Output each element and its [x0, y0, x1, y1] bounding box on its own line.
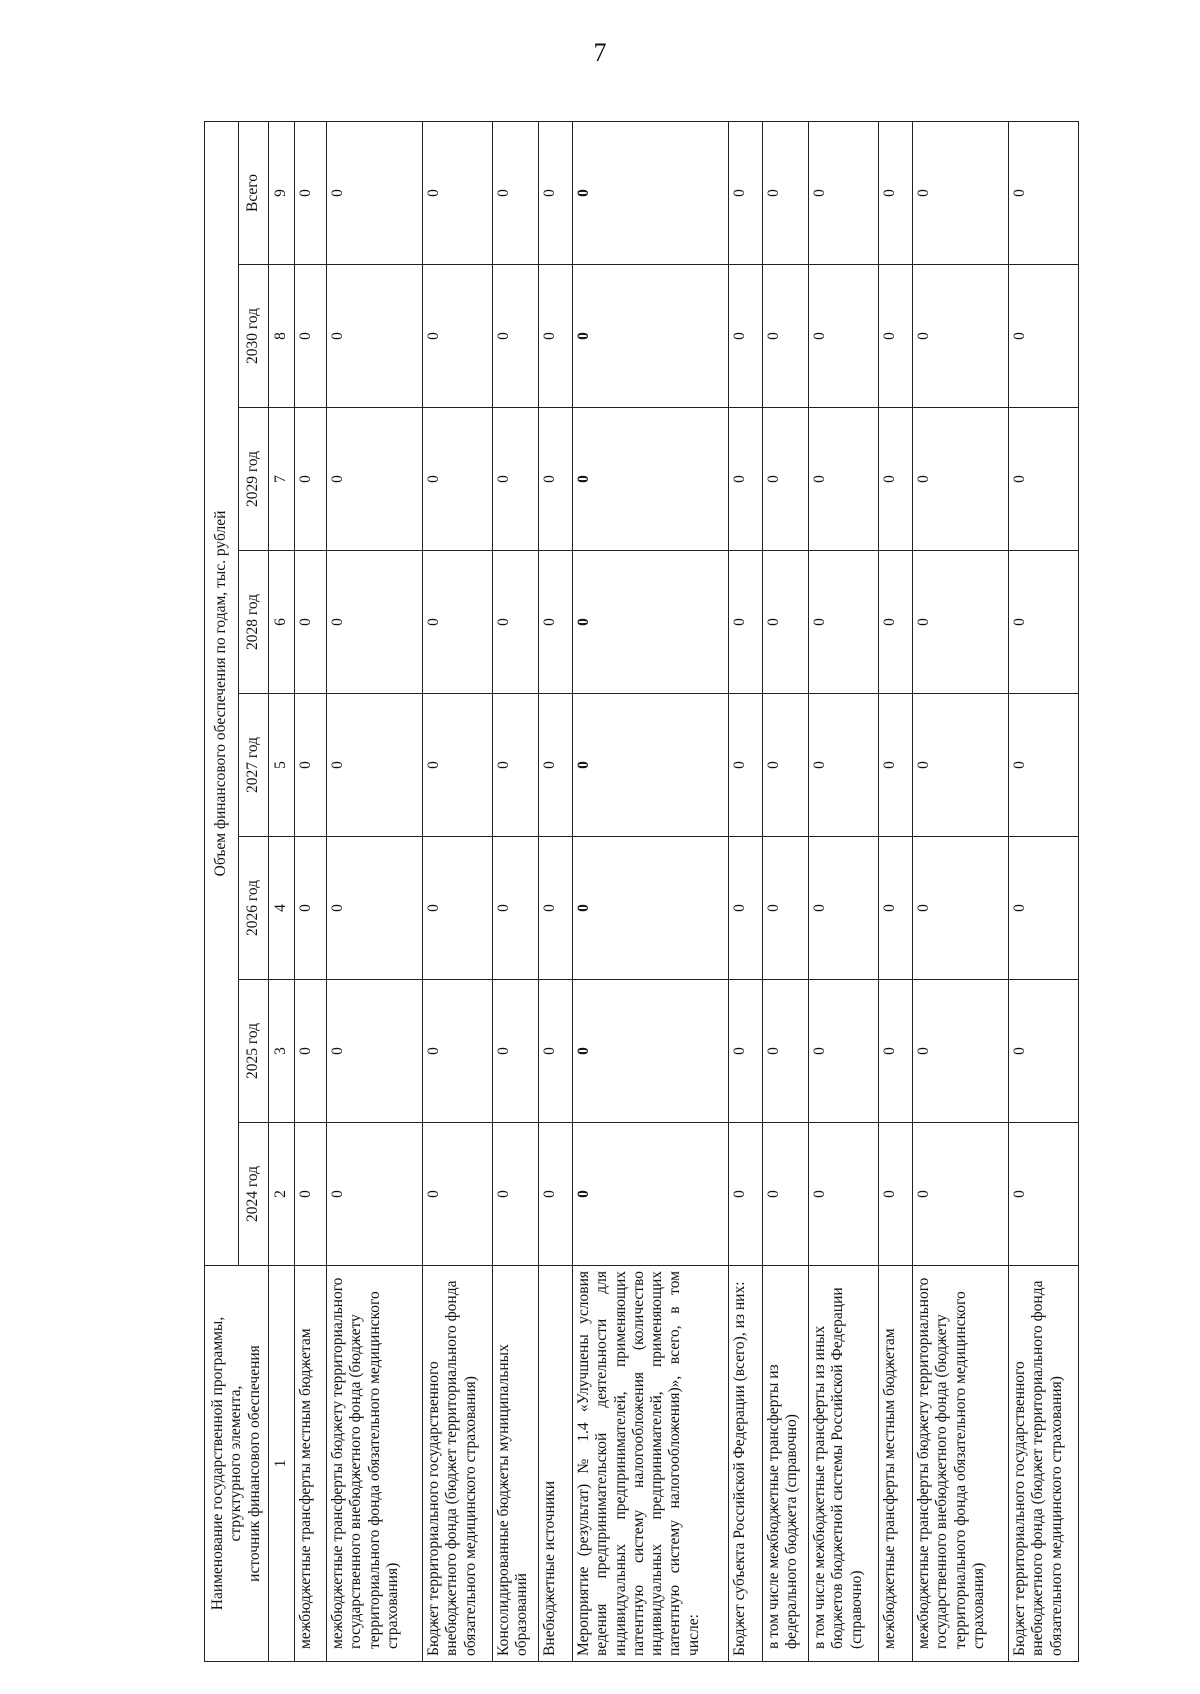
year-header: Всего	[239, 122, 269, 265]
table-row	[763, 122, 809, 1662]
row-value: 0	[913, 694, 1009, 837]
row-value: 0	[573, 408, 729, 551]
col-name-subtitle: источник финансового обеспечения	[245, 1345, 263, 1582]
row-value: 0	[573, 694, 729, 837]
row-value: 0	[1009, 551, 1079, 694]
row-label: Бюджет территориального государственного внебюджетного фонда (бюджет территориального фонда обязательного медицинского страхования)	[423, 1266, 493, 1662]
row-value: 0	[327, 980, 423, 1123]
row-value: 0	[729, 694, 763, 837]
row-value: 0	[729, 265, 763, 408]
row-value: 0	[539, 408, 573, 551]
row-value: 0	[729, 551, 763, 694]
row-value: 0	[295, 837, 327, 980]
row-label: межбюджетные трансферты бюджету территориального государственного внебюджетного фонда (бюджету территориального фонда обязательного медицинского страхования)	[913, 1266, 1009, 1662]
row-value: 0	[763, 551, 809, 694]
row-value: 0	[913, 837, 1009, 980]
table-row	[573, 122, 729, 1662]
row-value: 0	[295, 694, 327, 837]
row-value: 0	[809, 694, 879, 837]
row-value: 0	[1009, 408, 1079, 551]
row-value: 0	[1009, 837, 1079, 980]
row-value: 0	[493, 551, 539, 694]
row-value: 0	[539, 837, 573, 980]
table-row	[729, 122, 763, 1662]
year-header: 2026 год	[239, 837, 269, 980]
page-number: 7	[593, 38, 607, 67]
column-number: 6	[269, 551, 295, 694]
financing-table-rotated	[204, 122, 1072, 1662]
row-label: Консолидированные бюджеты муниципальных образований	[493, 1266, 539, 1662]
volume-header: Объем финансового обеспечения по годам, тыс. рублей	[205, 122, 239, 1266]
row-value: 0	[809, 980, 879, 1123]
row-value: 0	[573, 980, 729, 1123]
row-value: 0	[763, 408, 809, 551]
row-label: Бюджет субъекта Российской Федерации (всего), из них:	[729, 1266, 763, 1662]
row-value: 0	[423, 1123, 493, 1266]
row-value: 0	[763, 837, 809, 980]
column-numbers-row	[269, 122, 295, 1662]
row-value: 0	[493, 837, 539, 980]
row-value: 0	[913, 1123, 1009, 1266]
row-value: 0	[1009, 1123, 1079, 1266]
row-label: в том числе межбюджетные трансферты из иных бюджетов бюджетной системы Российской Федерации (справочно)	[809, 1266, 879, 1662]
row-value: 0	[763, 694, 809, 837]
column-number: 2	[269, 1123, 295, 1266]
row-value: 0	[809, 837, 879, 980]
table-row	[809, 122, 879, 1662]
row-value: 0	[1009, 265, 1079, 408]
year-header: 2024 год	[239, 1123, 269, 1266]
row-value: 0	[913, 122, 1009, 265]
row-value: 0	[879, 837, 913, 980]
row-label: межбюджетные трансферты местным бюджетам	[295, 1266, 327, 1662]
row-value: 0	[327, 265, 423, 408]
row-value: 0	[539, 1123, 573, 1266]
row-value: 0	[573, 837, 729, 980]
row-value: 0	[493, 980, 539, 1123]
row-label: в том числе межбюджетные трансферты из федерального бюджета (справочно)	[763, 1266, 809, 1662]
row-value: 0	[295, 265, 327, 408]
table-row	[295, 122, 327, 1662]
row-value: 0	[1009, 980, 1079, 1123]
row-value: 0	[327, 122, 423, 265]
year-header: 2025 год	[239, 980, 269, 1123]
year-header: 2030 год	[239, 265, 269, 408]
row-value: 0	[809, 551, 879, 694]
row-value: 0	[295, 980, 327, 1123]
row-value: 0	[729, 1123, 763, 1266]
row-value: 0	[1009, 694, 1079, 837]
row-value: 0	[493, 122, 539, 265]
row-value: 0	[327, 408, 423, 551]
year-header: 2027 год	[239, 694, 269, 837]
row-value: 0	[295, 551, 327, 694]
year-header: 2029 год	[239, 408, 269, 551]
row-value: 0	[879, 694, 913, 837]
row-value: 0	[493, 265, 539, 408]
year-header: 2028 год	[239, 551, 269, 694]
row-value: 0	[763, 122, 809, 265]
row-value: 0	[539, 265, 573, 408]
row-value: 0	[729, 837, 763, 980]
row-value: 0	[295, 122, 327, 265]
row-value: 0	[809, 1123, 879, 1266]
table-row	[1009, 122, 1079, 1662]
row-label: Бюджет территориального государственного внебюджетного фонда (бюджет территориального фонда обязательного медицинского страхования)	[1009, 1266, 1079, 1662]
row-value: 0	[493, 694, 539, 837]
row-value: 0	[423, 265, 493, 408]
row-value: 0	[295, 408, 327, 551]
column-number: 4	[269, 837, 295, 980]
row-value: 0	[913, 408, 1009, 551]
row-value: 0	[327, 551, 423, 694]
row-value: 0	[423, 694, 493, 837]
row-value: 0	[729, 122, 763, 265]
row-value: 0	[763, 980, 809, 1123]
row-value: 0	[493, 1123, 539, 1266]
row-value: 0	[879, 551, 913, 694]
row-value: 0	[879, 408, 913, 551]
row-value: 0	[295, 1123, 327, 1266]
row-value: 0	[539, 694, 573, 837]
row-label: Мероприятие (результат) № 1.4 «Улучшены условия ведения предпринимательской деятельности для индивидуальных предпринимателей, применяющих патентную систему налогообложения (количество индивидуальных предпринимателей, применяющих патентную систему налогообложения)», всего, в том числе:	[573, 1266, 729, 1662]
row-value: 0	[763, 265, 809, 408]
row-value: 0	[729, 408, 763, 551]
table-row	[879, 122, 913, 1662]
column-number: 5	[269, 694, 295, 837]
row-value: 0	[493, 408, 539, 551]
column-number: 3	[269, 980, 295, 1123]
row-value: 0	[539, 122, 573, 265]
row-value: 0	[879, 122, 913, 265]
row-label: межбюджетные трансферты бюджету территориального государственного внебюджетного фонда (бюджету территориального фонда обязательного медицинского страхования)	[327, 1266, 423, 1662]
row-value: 0	[573, 551, 729, 694]
row-value: 0	[913, 980, 1009, 1123]
row-value: 0	[809, 265, 879, 408]
row-value: 0	[763, 1123, 809, 1266]
row-value: 0	[879, 980, 913, 1123]
column-number: 7	[269, 408, 295, 551]
row-value: 0	[809, 408, 879, 551]
table-row	[423, 122, 493, 1662]
table-row	[913, 122, 1009, 1662]
row-value: 0	[729, 980, 763, 1123]
row-label: Внебюджетные источники	[539, 1266, 573, 1662]
column-number: 8	[269, 265, 295, 408]
row-label: межбюджетные трансферты местным бюджетам	[879, 1266, 913, 1662]
table-row	[539, 122, 573, 1662]
row-value: 0	[327, 694, 423, 837]
row-value: 0	[327, 837, 423, 980]
row-value: 0	[423, 551, 493, 694]
row-value: 0	[879, 1123, 913, 1266]
row-value: 0	[423, 980, 493, 1123]
financing-table	[204, 121, 1079, 1662]
row-value: 0	[423, 408, 493, 551]
row-value: 0	[539, 551, 573, 694]
table-row	[327, 122, 423, 1662]
column-number: 9	[269, 122, 295, 265]
row-value: 0	[573, 122, 729, 265]
row-value: 0	[423, 837, 493, 980]
row-value: 0	[809, 122, 879, 265]
column-number: 1	[269, 1266, 295, 1662]
table-row	[493, 122, 539, 1662]
row-value: 0	[573, 1123, 729, 1266]
row-value: 0	[423, 122, 493, 265]
row-value: 0	[573, 265, 729, 408]
row-value: 0	[539, 980, 573, 1123]
col-name-header	[205, 1266, 269, 1662]
table-body	[295, 122, 1079, 1662]
row-value: 0	[913, 551, 1009, 694]
row-value: 0	[327, 1123, 423, 1266]
col-name-title: Наименование государственной программы, структурного элемента,	[209, 1316, 245, 1611]
row-value: 0	[913, 265, 1009, 408]
row-value: 0	[879, 265, 913, 408]
row-value: 0	[1009, 122, 1079, 265]
